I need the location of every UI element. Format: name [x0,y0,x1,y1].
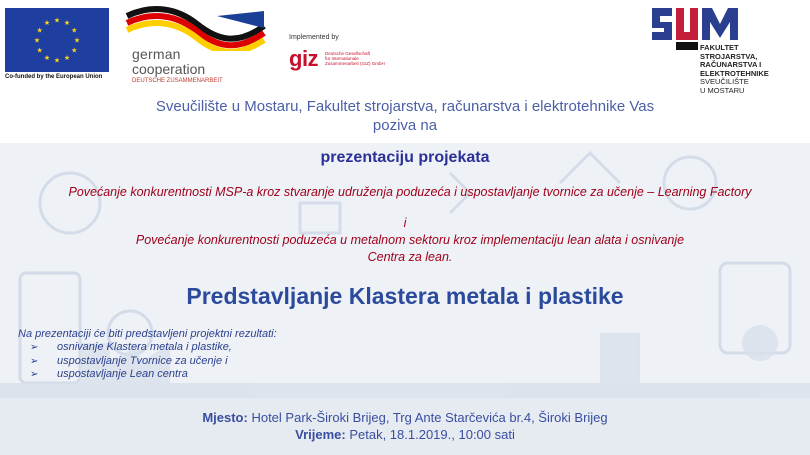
sum-university-name: SVEUČILIŠTE U MOSTARU [700,77,749,95]
results-list [30,341,232,382]
sum-faculty-name: FAKULTET STROJARSTVA, RAČUNARSTVA I ELEKTROTEHNIKE [700,43,769,78]
event-title: prezentaciju projekata [320,149,490,166]
project-separator: i [403,216,407,230]
eu-flag [5,8,109,72]
eu-star-icon: ★ [36,27,43,35]
result-text: uspostavljanje Lean centra [57,368,188,380]
eu-star-icon: ★ [71,27,78,35]
result-text: osnivanje Klastera metala i plastike, [57,341,232,353]
flag-ribbon-icon [122,6,267,51]
list-item [30,368,232,382]
cluster-headline: Predstavljanje Klastera metala i plastike [186,283,624,309]
eu-star-icon: ★ [43,20,51,28]
arrow-bullet-icon: ➢ [30,342,39,353]
arrow-bullet-icon: ➢ [30,355,39,367]
eu-star-icon: ★ [53,17,61,25]
list-item [30,341,232,355]
result-text: uspostavljanje Tvornice za učenje i [57,354,228,367]
logo-header [0,0,810,95]
eu-star-icon: ★ [63,20,71,28]
eu-caption: Co-funded by the European Union [5,74,103,80]
giz-fullname: Deutsche Gesellschaft für Internationale Zusammenarbeit (GIZ) GmbH [325,51,385,66]
invite-line2: poziva na [372,117,438,134]
project-1-title: Povećanje konkurentnosti MSP-a kroz stvaranje udruženja poduzeća i uspostavljanje tvornice za učenje – Learning Factory [68,185,752,199]
location-value: Hotel Park-Široki Brijeg, Trg Ante Starčevića br.4, Široki Brijeg [251,410,608,425]
list-item [30,355,232,369]
giz-implemented-by: Implemented by [289,34,339,41]
gc-line1: german [132,46,181,62]
invite-line1: Sveučilište u Mostaru, Fakultet strojarstva, računarstva i elektrotehnike Vas [155,98,655,115]
gc-line2: cooperation [132,61,206,77]
eu-logo [5,8,109,80]
eu-star-icon: ★ [73,37,81,45]
time-line [0,427,810,442]
time-value: Petak, 18.1.2019., 10:00 sati [349,427,515,442]
giz-word: giz [289,46,319,71]
eu-star-icon: ★ [63,54,71,62]
results-intro: Na prezentaciji će biti predstavljeni projektni rezultati: [18,328,277,340]
eu-star-icon: ★ [33,37,41,45]
eu-star-icon: ★ [43,54,51,62]
giz-logo [289,34,399,74]
invitation-text [0,97,810,135]
eu-star-icon: ★ [71,47,78,55]
location-line [0,410,810,425]
eu-stars-icon [5,8,109,72]
eu-star-icon: ★ [53,57,61,65]
sum-faculty-logo [650,4,800,95]
project-2-title: Povećanje konkurentnosti poduzeća u metalnom sektoru kroz implementaciju lean alata i osnivanje Centra za lean. [135,233,685,264]
eu-star-icon: ★ [36,47,43,55]
german-cooperation-logo [122,6,267,86]
location-label: Mjesto: [202,410,248,425]
time-label: Vrijeme: [295,427,346,442]
gc-line3: DEUTSCHE ZUSAMMENARBEIT [132,78,223,84]
arrow-bullet-icon: ➢ [30,369,39,380]
